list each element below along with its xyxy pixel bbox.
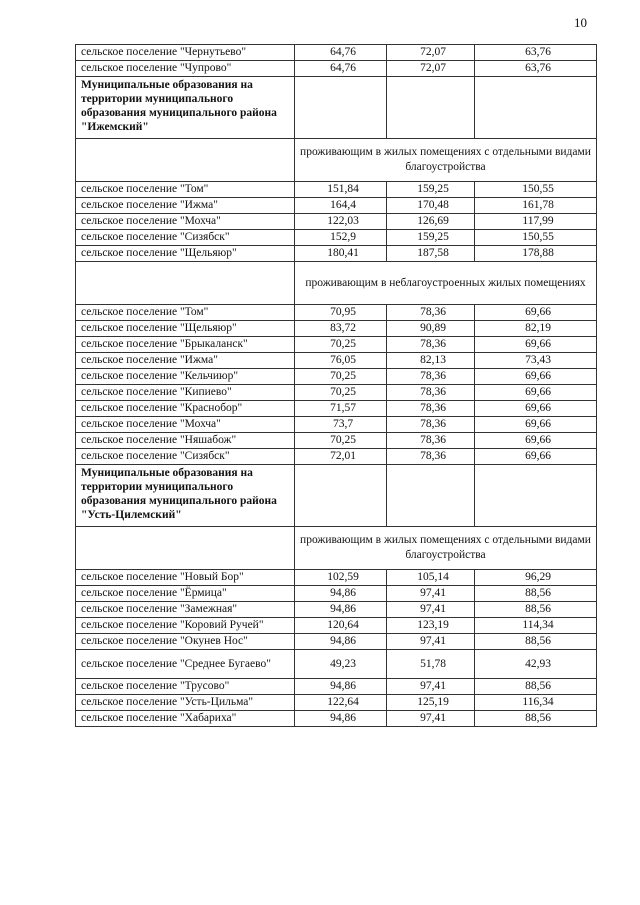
value-cell: 70,25 bbox=[295, 433, 387, 449]
settlement-name: сельское поселение "Сизябск" bbox=[76, 449, 295, 465]
value-cell: 150,55 bbox=[475, 230, 597, 246]
value-cell: 97,41 bbox=[387, 679, 475, 695]
value-cell: 88,56 bbox=[475, 634, 597, 650]
page-number: 10 bbox=[574, 15, 587, 30]
table-row bbox=[76, 570, 597, 586]
empty-cell bbox=[76, 139, 295, 182]
settlement-name: сельское поселение "Чупрово" bbox=[76, 61, 295, 77]
section-heading-row bbox=[76, 465, 597, 527]
value-cell: 69,66 bbox=[475, 417, 597, 433]
empty-cell bbox=[387, 77, 475, 139]
table-row bbox=[76, 586, 597, 602]
category-label: проживающим в неблагоустроенных жилых помещениях bbox=[295, 262, 597, 305]
table-row bbox=[76, 650, 597, 679]
value-cell: 170,48 bbox=[387, 198, 475, 214]
settlement-name: сельское поселение "Коровий Ручей" bbox=[76, 618, 295, 634]
value-cell: 88,56 bbox=[475, 711, 597, 727]
table-row bbox=[76, 369, 597, 385]
value-cell: 105,14 bbox=[387, 570, 475, 586]
value-cell: 94,86 bbox=[295, 602, 387, 618]
settlement-name: сельское поселение "Замежная" bbox=[76, 602, 295, 618]
value-cell: 69,66 bbox=[475, 369, 597, 385]
category-row bbox=[76, 262, 597, 305]
section-heading: Муниципальные образования на территории муниципального образования муниципального района "Усть-Цилемский" bbox=[76, 465, 295, 527]
settlement-name: сельское поселение "Окунев Нос" bbox=[76, 634, 295, 650]
table-row bbox=[76, 353, 597, 369]
value-cell: 178,88 bbox=[475, 246, 597, 262]
value-cell: 70,25 bbox=[295, 369, 387, 385]
value-cell: 78,36 bbox=[387, 449, 475, 465]
value-cell: 161,78 bbox=[475, 198, 597, 214]
value-cell: 152,9 bbox=[295, 230, 387, 246]
value-cell: 123,19 bbox=[387, 618, 475, 634]
empty-cell bbox=[295, 465, 387, 527]
value-cell: 70,25 bbox=[295, 385, 387, 401]
value-cell: 78,36 bbox=[387, 305, 475, 321]
settlement-name: сельское поселение "Брыкаланск" bbox=[76, 337, 295, 353]
tariff-table bbox=[75, 44, 597, 727]
settlement-name: сельское поселение "Чернутьево" bbox=[76, 45, 295, 61]
value-cell: 94,86 bbox=[295, 679, 387, 695]
empty-cell bbox=[295, 77, 387, 139]
value-cell: 71,57 bbox=[295, 401, 387, 417]
value-cell: 97,41 bbox=[387, 602, 475, 618]
value-cell: 73,7 bbox=[295, 417, 387, 433]
table-row bbox=[76, 61, 597, 77]
section-heading: Муниципальные образования на территории муниципального образования муниципального района "Ижемский" bbox=[76, 77, 295, 139]
value-cell: 97,41 bbox=[387, 634, 475, 650]
value-cell: 117,99 bbox=[475, 214, 597, 230]
settlement-name: сельское поселение "Кипиево" bbox=[76, 385, 295, 401]
settlement-name: сельское поселение "Сизябск" bbox=[76, 230, 295, 246]
value-cell: 78,36 bbox=[387, 417, 475, 433]
settlement-name: сельское поселение "Мохча" bbox=[76, 417, 295, 433]
table-row bbox=[76, 305, 597, 321]
value-cell: 69,66 bbox=[475, 305, 597, 321]
value-cell: 72,07 bbox=[387, 61, 475, 77]
value-cell: 82,13 bbox=[387, 353, 475, 369]
value-cell: 164,4 bbox=[295, 198, 387, 214]
value-cell: 97,41 bbox=[387, 711, 475, 727]
settlement-name: сельское поселение "Ёрмица" bbox=[76, 586, 295, 602]
table-row bbox=[76, 679, 597, 695]
value-cell: 78,36 bbox=[387, 433, 475, 449]
value-cell: 69,66 bbox=[475, 337, 597, 353]
value-cell: 90,89 bbox=[387, 321, 475, 337]
value-cell: 187,58 bbox=[387, 246, 475, 262]
table-row bbox=[76, 214, 597, 230]
category-row bbox=[76, 527, 597, 570]
value-cell: 151,84 bbox=[295, 182, 387, 198]
settlement-name: сельское поселение "Краснобор" bbox=[76, 401, 295, 417]
value-cell: 72,01 bbox=[295, 449, 387, 465]
settlement-name: сельское поселение "Ижма" bbox=[76, 353, 295, 369]
value-cell: 150,55 bbox=[475, 182, 597, 198]
table-row bbox=[76, 417, 597, 433]
value-cell: 88,56 bbox=[475, 679, 597, 695]
table-row bbox=[76, 337, 597, 353]
table-row bbox=[76, 433, 597, 449]
table-row bbox=[76, 385, 597, 401]
category-row bbox=[76, 139, 597, 182]
settlement-name: сельское поселение "Усть-Цильма" bbox=[76, 695, 295, 711]
category-label: проживающим в жилых помещениях с отдельными видами благоустройства bbox=[295, 527, 597, 570]
table-row bbox=[76, 246, 597, 262]
value-cell: 70,95 bbox=[295, 305, 387, 321]
value-cell: 63,76 bbox=[475, 45, 597, 61]
section-heading-row bbox=[76, 77, 597, 139]
table-row bbox=[76, 618, 597, 634]
value-cell: 94,86 bbox=[295, 711, 387, 727]
empty-cell bbox=[76, 527, 295, 570]
table-body bbox=[76, 45, 597, 727]
value-cell: 64,76 bbox=[295, 61, 387, 77]
value-cell: 69,66 bbox=[475, 449, 597, 465]
settlement-name: сельское поселение "Новый Бор" bbox=[76, 570, 295, 586]
empty-cell bbox=[475, 77, 597, 139]
table-row bbox=[76, 182, 597, 198]
value-cell: 97,41 bbox=[387, 586, 475, 602]
table-row bbox=[76, 449, 597, 465]
value-cell: 82,19 bbox=[475, 321, 597, 337]
table-row bbox=[76, 602, 597, 618]
settlement-name: сельское поселение "Том" bbox=[76, 305, 295, 321]
value-cell: 102,59 bbox=[295, 570, 387, 586]
value-cell: 159,25 bbox=[387, 230, 475, 246]
value-cell: 78,36 bbox=[387, 401, 475, 417]
value-cell: 69,66 bbox=[475, 385, 597, 401]
table-row bbox=[76, 401, 597, 417]
value-cell: 76,05 bbox=[295, 353, 387, 369]
value-cell: 88,56 bbox=[475, 586, 597, 602]
value-cell: 51,78 bbox=[387, 650, 475, 679]
empty-cell bbox=[387, 465, 475, 527]
value-cell: 64,76 bbox=[295, 45, 387, 61]
settlement-name: сельское поселение "Щельяюр" bbox=[76, 246, 295, 262]
value-cell: 69,66 bbox=[475, 433, 597, 449]
value-cell: 63,76 bbox=[475, 61, 597, 77]
category-label: проживающим в жилых помещениях с отдельными видами благоустройства bbox=[295, 139, 597, 182]
value-cell: 114,34 bbox=[475, 618, 597, 634]
empty-cell bbox=[475, 465, 597, 527]
value-cell: 69,66 bbox=[475, 401, 597, 417]
table-row bbox=[76, 198, 597, 214]
settlement-name: сельское поселение "Няшабож" bbox=[76, 433, 295, 449]
value-cell: 78,36 bbox=[387, 369, 475, 385]
value-cell: 96,29 bbox=[475, 570, 597, 586]
value-cell: 120,64 bbox=[295, 618, 387, 634]
table-row bbox=[76, 230, 597, 246]
value-cell: 122,64 bbox=[295, 695, 387, 711]
value-cell: 159,25 bbox=[387, 182, 475, 198]
value-cell: 94,86 bbox=[295, 586, 387, 602]
settlement-name: сельское поселение "Том" bbox=[76, 182, 295, 198]
value-cell: 49,23 bbox=[295, 650, 387, 679]
value-cell: 70,25 bbox=[295, 337, 387, 353]
value-cell: 72,07 bbox=[387, 45, 475, 61]
table-row bbox=[76, 634, 597, 650]
settlement-name: сельское поселение "Трусово" bbox=[76, 679, 295, 695]
settlement-name: сельское поселение "Кельчиюр" bbox=[76, 369, 295, 385]
value-cell: 126,69 bbox=[387, 214, 475, 230]
settlement-name: сельское поселение "Среднее Бугаево" bbox=[76, 650, 295, 679]
value-cell: 94,86 bbox=[295, 634, 387, 650]
settlement-name: сельское поселение "Хабариха" bbox=[76, 711, 295, 727]
table-row bbox=[76, 321, 597, 337]
value-cell: 116,34 bbox=[475, 695, 597, 711]
table-row bbox=[76, 45, 597, 61]
value-cell: 88,56 bbox=[475, 602, 597, 618]
settlement-name: сельское поселение "Щельяюр" bbox=[76, 321, 295, 337]
settlement-name: сельское поселение "Ижма" bbox=[76, 198, 295, 214]
value-cell: 73,43 bbox=[475, 353, 597, 369]
value-cell: 122,03 bbox=[295, 214, 387, 230]
value-cell: 78,36 bbox=[387, 337, 475, 353]
empty-cell bbox=[76, 262, 295, 305]
table-row bbox=[76, 695, 597, 711]
value-cell: 42,93 bbox=[475, 650, 597, 679]
value-cell: 83,72 bbox=[295, 321, 387, 337]
settlement-name: сельское поселение "Мохча" bbox=[76, 214, 295, 230]
value-cell: 125,19 bbox=[387, 695, 475, 711]
value-cell: 78,36 bbox=[387, 385, 475, 401]
table-row bbox=[76, 711, 597, 727]
value-cell: 180,41 bbox=[295, 246, 387, 262]
